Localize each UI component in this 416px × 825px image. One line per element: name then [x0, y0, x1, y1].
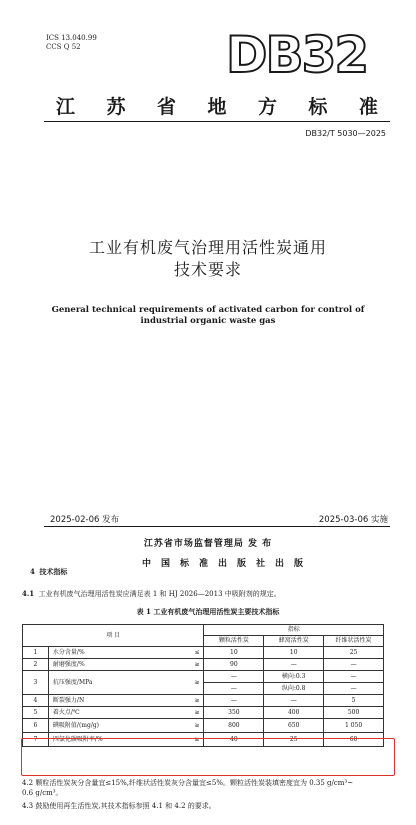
- row-symbol: ≥: [168, 671, 204, 695]
- standard-type-char: 准: [358, 96, 378, 118]
- en-title-line-1: General technical requirements of activated carbon for control of: [51, 305, 365, 315]
- document-title-en: [40, 305, 376, 327]
- row-value: 纵向:0.8: [264, 683, 324, 695]
- row-value: 5: [324, 695, 384, 707]
- standard-type-char: 省: [156, 96, 176, 118]
- row-symbol: ≥: [168, 707, 204, 719]
- row-name: 耐磨强度/%: [48, 659, 168, 671]
- table-row: [23, 695, 384, 707]
- standard-type-char: 苏: [106, 96, 126, 118]
- row-value: —: [264, 659, 324, 671]
- row-symbol: ≥: [168, 719, 204, 733]
- row-no: 4: [23, 695, 49, 707]
- row-value: 90: [204, 659, 264, 671]
- row-value: 25: [264, 733, 324, 747]
- row-value: —: [324, 683, 384, 695]
- ccs-code: CCS Q 52: [46, 43, 81, 51]
- row-value: 500: [324, 707, 384, 719]
- row-value: 25: [324, 647, 384, 659]
- row-name: 四氯化碳吸附率/%: [48, 733, 168, 747]
- row-name: 着火点/℃: [48, 707, 168, 719]
- classification-codes: [46, 34, 97, 52]
- col-head-honeycomb: 蜂窝活性炭: [264, 636, 324, 647]
- row-symbol: ≥: [168, 659, 204, 671]
- row-value: 1 050: [324, 719, 384, 733]
- row-value: 横向:0.3: [264, 671, 324, 683]
- implement-date: 2025-03-06 实施: [318, 515, 388, 525]
- table-header-item: 项 目: [23, 625, 204, 647]
- clause-4-3: 4.3 鼓励使用再生活性炭,其技术指标参照 4.1 和 4.2 的要求。: [22, 802, 216, 810]
- publisher-cropped: 中国标准出版社出版: [142, 559, 314, 569]
- row-name: 碘吸附值/(mg/g): [48, 719, 168, 733]
- row-name: 水分含量/%: [48, 647, 168, 659]
- table-row: [23, 647, 384, 659]
- standard-type-char: 地: [207, 96, 227, 118]
- row-no: 7: [23, 733, 49, 747]
- table-row: [23, 707, 384, 719]
- table-row: [23, 671, 384, 683]
- issuer: 江苏省市场监督管理局 发 布: [143, 539, 273, 549]
- table-row: [23, 659, 384, 671]
- clause-number: 4.1: [22, 589, 35, 598]
- row-no: 3: [23, 671, 49, 695]
- header-divider: [44, 121, 390, 122]
- col-head-fiber: 纤维状活性炭: [324, 636, 384, 647]
- table-caption: 表 1 工业有机废气治理用活性炭主要技术指标: [136, 607, 280, 616]
- spec-table: [22, 624, 384, 747]
- col-head-granular: 颗粒活性炭: [204, 636, 264, 647]
- clause-text: 工业有机废气治理用活性炭应满足表 1 和 HJ 2026—2013 中吸附剂的规定。: [38, 590, 281, 598]
- footer-divider: [44, 526, 390, 527]
- en-title-line-2: industrial organic waste gas: [140, 316, 276, 326]
- standard-number: DB32/T 5030—2025: [305, 129, 386, 138]
- row-name: 抗压强度/MPa: [48, 671, 168, 695]
- row-value: 60: [324, 733, 384, 747]
- row-value: 10: [264, 647, 324, 659]
- row-value: 400: [264, 707, 324, 719]
- title-line-2: 技术要求: [173, 260, 242, 279]
- db-logo: DB32: [226, 26, 368, 84]
- row-value: 800: [204, 719, 264, 733]
- row-no: 6: [23, 719, 49, 733]
- row-value: 10: [204, 647, 264, 659]
- table-header-index: 指标: [204, 625, 384, 636]
- ics-code: ICS 13.040.99: [46, 34, 97, 42]
- row-value: —: [204, 683, 264, 695]
- row-value: —: [204, 671, 264, 683]
- standard-type-title: [44, 92, 390, 119]
- row-name: 断裂强力/N: [48, 695, 168, 707]
- row-value: 350: [204, 707, 264, 719]
- standard-type-char: 标: [308, 96, 328, 118]
- row-value: —: [324, 659, 384, 671]
- row-symbol: ≥: [168, 733, 204, 747]
- section-title: 技术指标: [39, 567, 68, 576]
- clause-4-2-line-1: 4.2 颗粒活性炭灰分含量宜≤15%,纤维状活性炭灰分含量宜≤5%。颗粒活性炭装填密度宜为 0.35 g/cm³~: [22, 779, 354, 787]
- row-no: 1: [23, 647, 49, 659]
- row-value: 650: [264, 719, 324, 733]
- title-line-1: 工业有机废气治理用活性炭通用: [88, 238, 327, 257]
- document-title-cn: [0, 237, 416, 281]
- row-symbol: ≥: [168, 695, 204, 707]
- row-no: 2: [23, 659, 49, 671]
- table-row: [23, 719, 384, 733]
- section-number: 4: [30, 567, 35, 576]
- highlight-box: [21, 738, 395, 776]
- row-no: 5: [23, 707, 49, 719]
- clause-4-2-line-2: 0.6 g/cm³。: [22, 789, 63, 797]
- row-value: —: [324, 671, 384, 683]
- clause-4-1: [22, 589, 281, 599]
- row-symbol: ≤: [168, 647, 204, 659]
- row-value: —: [204, 695, 264, 707]
- clause-4-2: [22, 778, 394, 798]
- standard-type-char: 江: [56, 96, 76, 118]
- section-4-heading: [30, 567, 67, 577]
- row-value: —: [264, 695, 324, 707]
- row-value: 40: [204, 733, 264, 747]
- publish-date: 2025-02-06 发布: [50, 515, 120, 525]
- standard-type-char: 方: [257, 96, 277, 118]
